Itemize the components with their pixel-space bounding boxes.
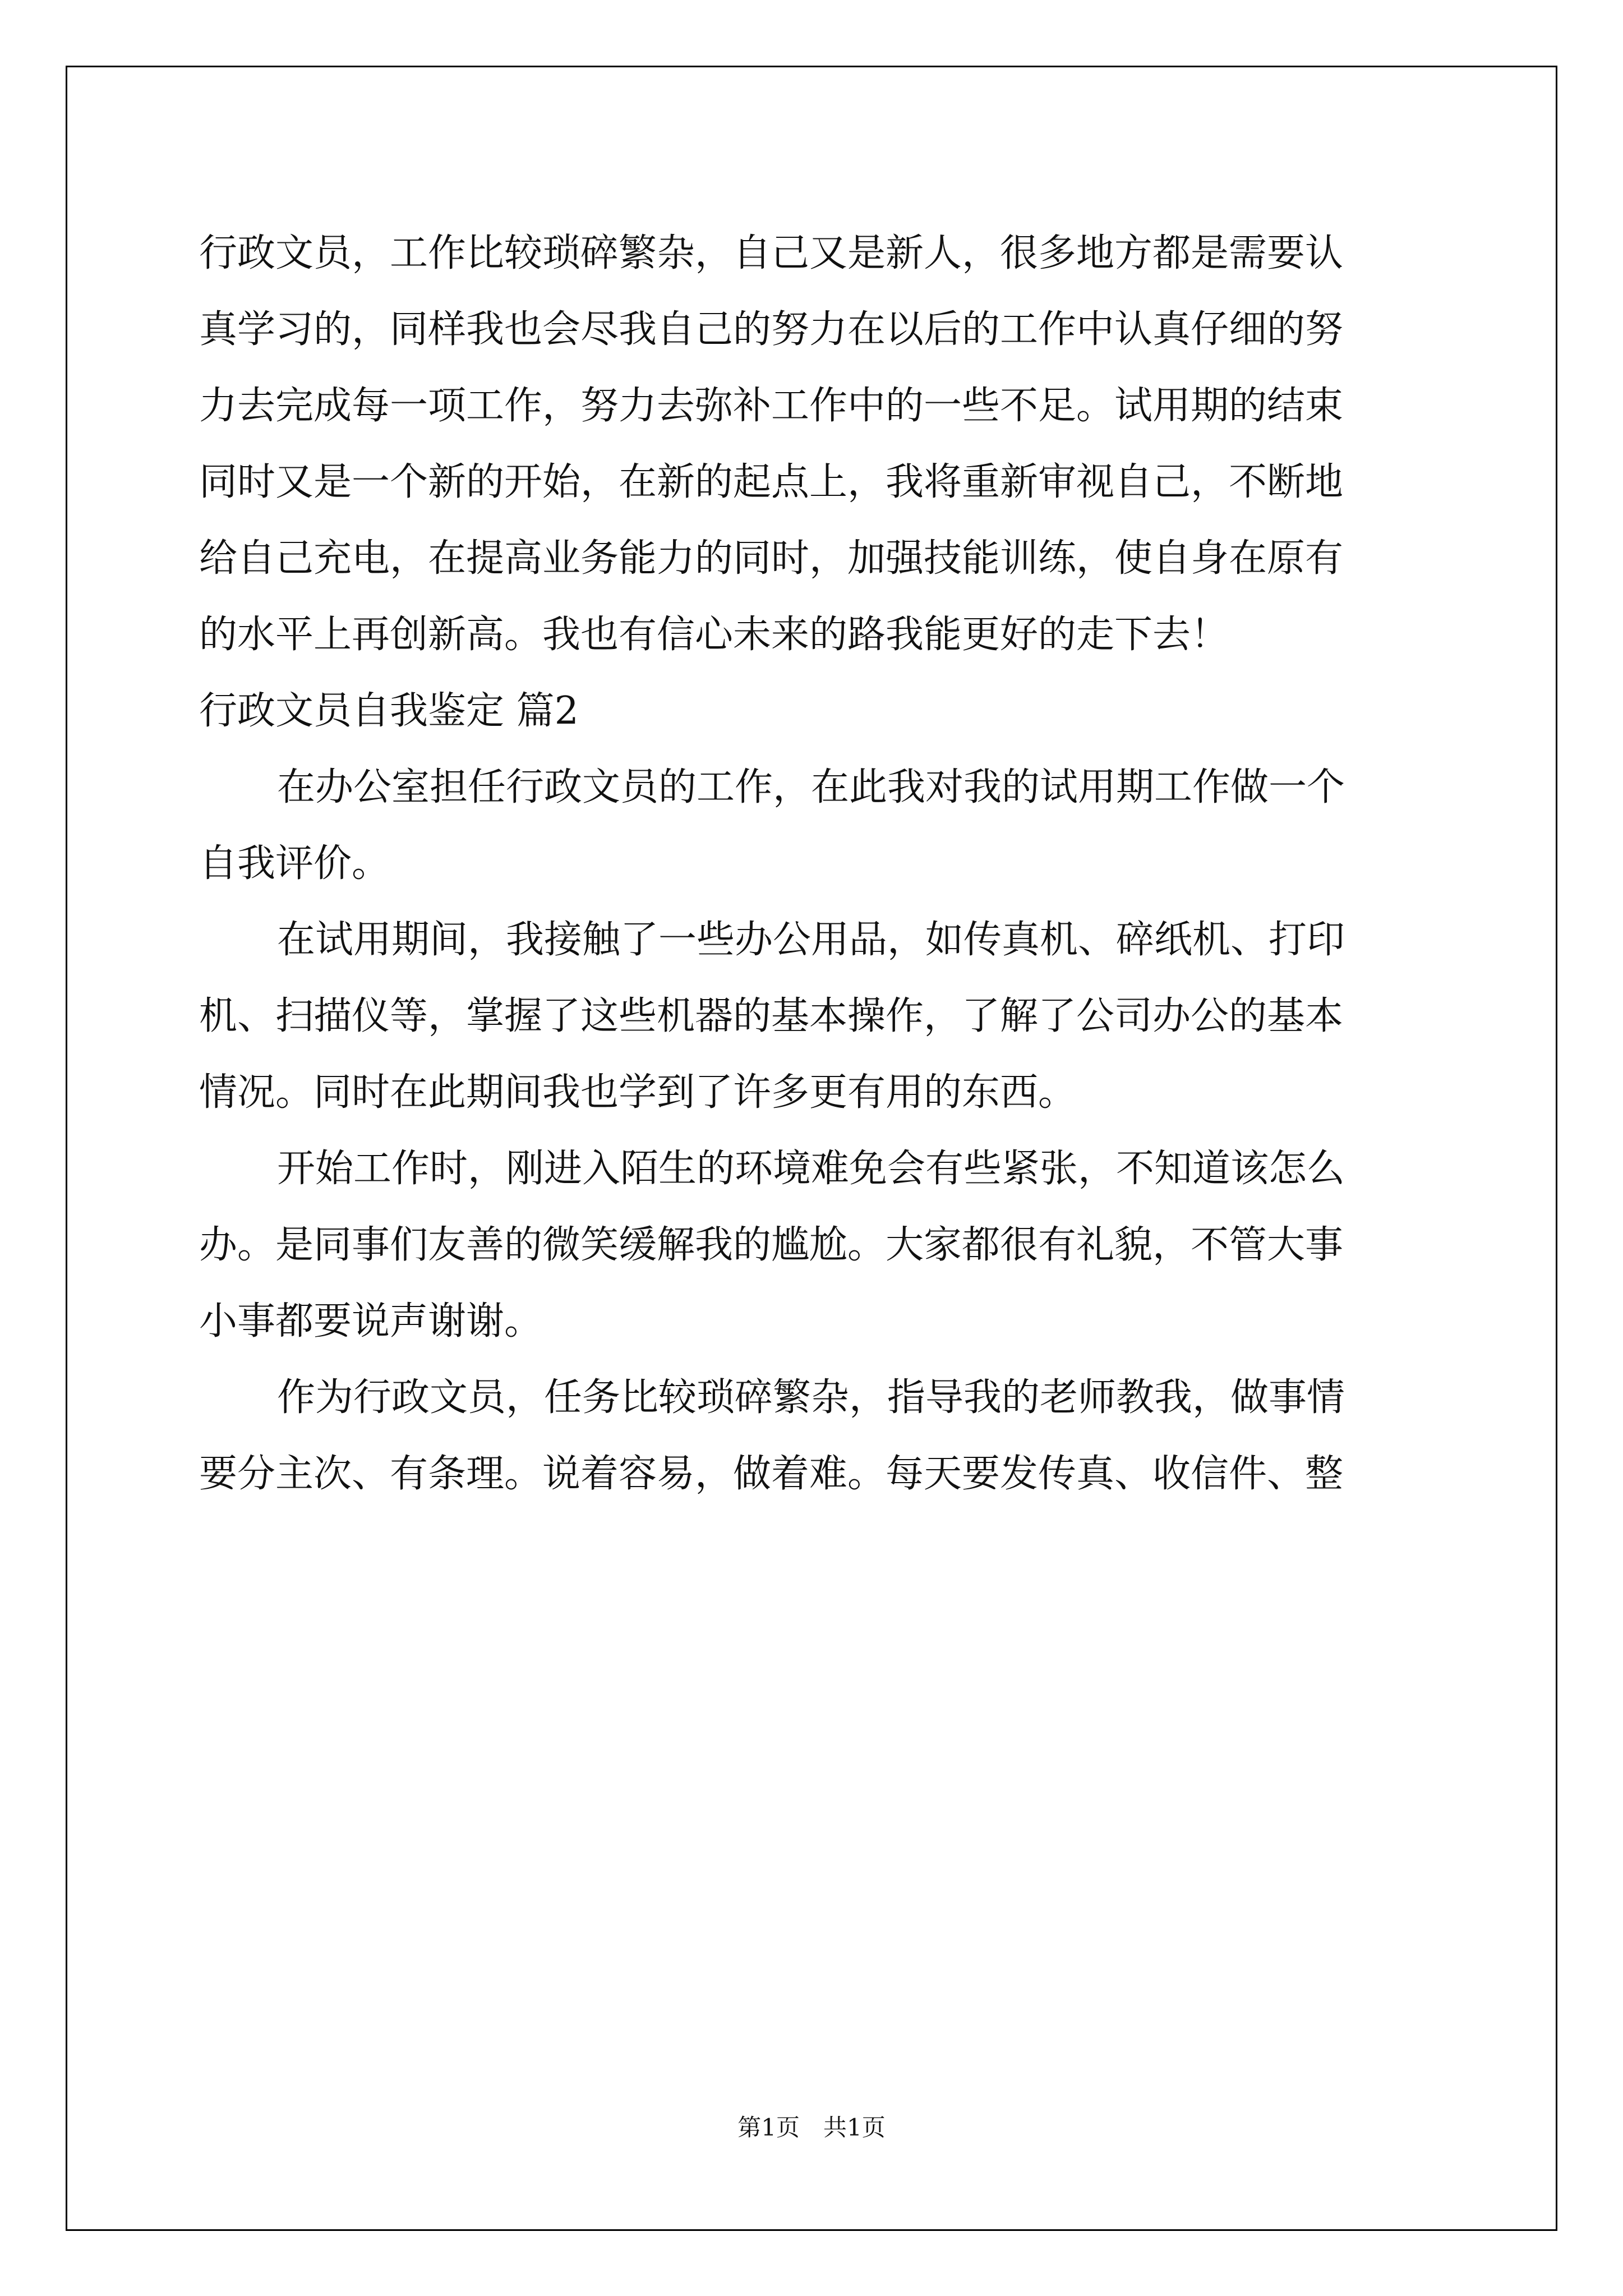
body-line: 在试用期间，我接触了一些办公用品，如传真机、碎纸机、打印	[277, 918, 1345, 962]
body-line: 办。是同事们友善的微笑缓解我的尴尬。大家都很有礼貌，不管大事	[199, 1223, 1344, 1267]
body-line: 给自己充电，在提高业务能力的同时，加强技能训练，使自身在原有	[199, 536, 1344, 581]
body-line: 在办公室担任行政文员的工作，在此我对我的试用期工作做一个	[277, 765, 1345, 809]
body-line: 小事都要说声谢谢。	[199, 1299, 543, 1343]
body-line: 开始工作时，刚进入陌生的环境难免会有些紧张，不知道该怎么	[277, 1147, 1345, 1191]
body-line: 要分主次、有条理。说着容易，做着难。每天要发传真、收信件、整	[199, 1452, 1344, 1496]
body-line: 同时又是一个新的开始，在新的起点上，我将重新审视自己，不断地	[199, 460, 1344, 504]
section-heading: 行政文员自我鉴定 篇2	[199, 689, 579, 733]
body-line: 行政文员，工作比较琐碎繁杂，自己又是新人，很多地方都是需要认	[199, 231, 1344, 275]
body-line: 情况。同时在此期间我也学到了许多更有用的东西。	[199, 1070, 1077, 1115]
body-line: 的水平上再创新高。我也有信心未来的路我能更好的走下去！	[199, 613, 1229, 657]
body-line: 力去完成每一项工作，努力去弥补工作中的一些不足。试用期的结束	[199, 384, 1344, 428]
body-line: 自我评价。	[199, 841, 390, 886]
page-number: 第1页 共1页	[737, 2114, 886, 2141]
body-line: 机、扫描仪等，掌握了这些机器的基本操作，了解了公司办公的基本	[199, 994, 1344, 1038]
body-line: 作为行政文员，任务比较琐碎繁杂，指导我的老师教我，做事情	[277, 1375, 1345, 1420]
body-line: 真学习的，同样我也会尽我自己的努力在以后的工作中认真仔细的努	[199, 307, 1344, 352]
